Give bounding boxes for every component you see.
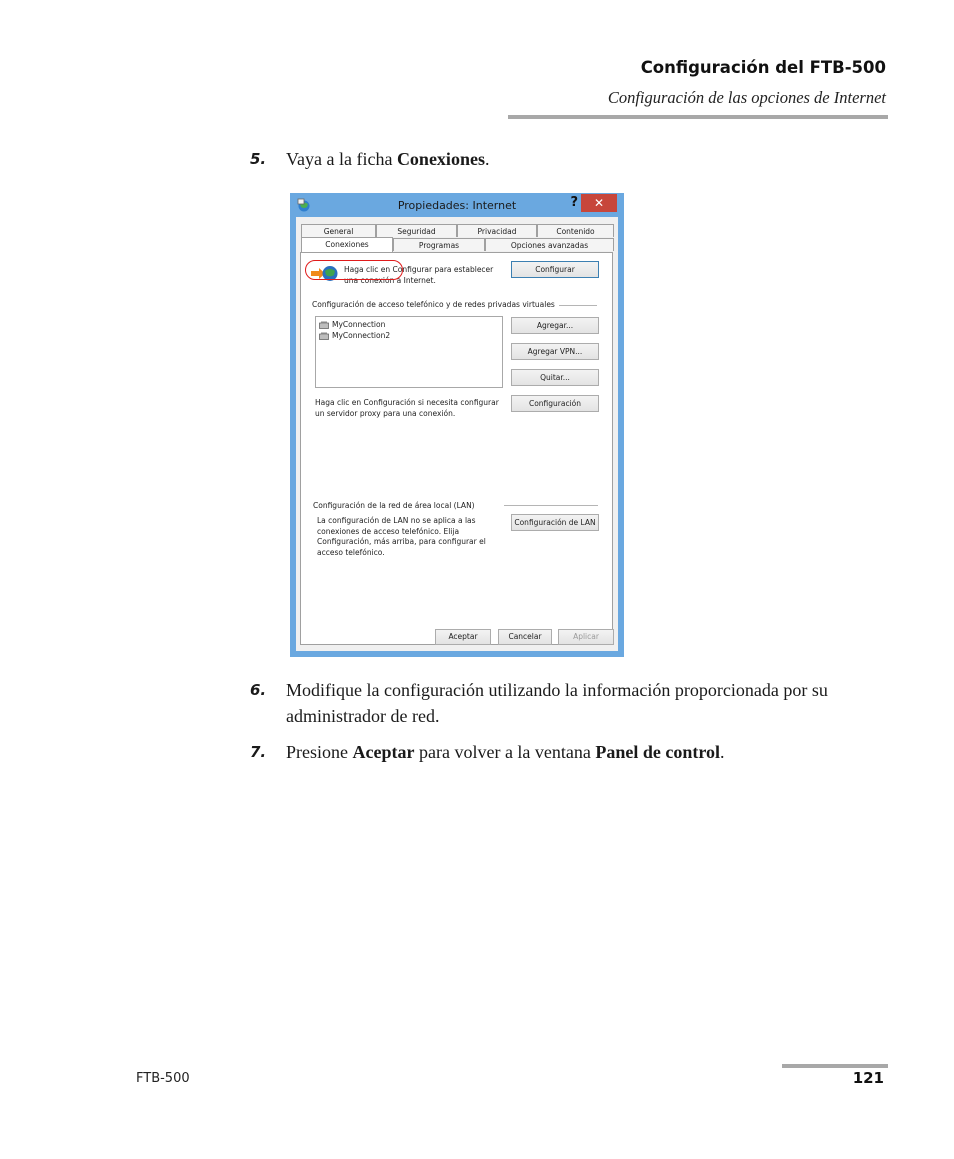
section-divider	[559, 305, 597, 306]
dialog-titlebar[interactable]	[290, 193, 624, 217]
connections-panel	[300, 252, 613, 645]
step-5	[250, 146, 870, 172]
ok-button[interactable]: Aceptar	[435, 629, 491, 645]
add-button[interactable]: Agregar...	[511, 317, 599, 334]
step-number: 7.	[250, 743, 267, 761]
footer-product: FTB-500	[136, 1071, 190, 1086]
tab-programs[interactable]: Programas	[393, 238, 485, 251]
step-text-bold: Conexiones	[396, 149, 485, 169]
header-rule	[508, 115, 888, 119]
tab-content[interactable]: Contenido	[537, 224, 614, 237]
list-item[interactable]	[319, 330, 390, 341]
connections-list[interactable]	[315, 316, 503, 388]
step-number: 6.	[250, 681, 267, 699]
step-text-part: .	[720, 742, 725, 762]
lan-text-line: conexiones de acceso telefónico. Elija	[317, 526, 460, 536]
help-button[interactable]: ?	[570, 195, 578, 210]
proxy-text-line: Haga clic en Configuración si necesita configurar	[315, 398, 499, 407]
setup-button[interactable]: Configurar	[511, 261, 599, 278]
cancel-button[interactable]: Cancelar	[498, 629, 552, 645]
remove-button[interactable]: Quitar...	[511, 369, 599, 386]
dialog-title: Propiedades: Internet	[397, 199, 517, 212]
step-text	[286, 739, 870, 765]
connections-tab-highlight	[305, 260, 403, 280]
step-6	[250, 677, 870, 729]
page-number: 121	[852, 1069, 884, 1087]
step-number: 5.	[250, 150, 267, 168]
lan-text-line: acceso telefónico.	[317, 547, 385, 557]
step-text: Modifique la configuración utilizando la información proporcionada por su administrador de red.	[286, 680, 828, 726]
lan-settings-button[interactable]: Configuración de LAN	[511, 514, 599, 531]
step-text-bold: Panel de control	[595, 742, 721, 762]
dialup-connection-icon	[319, 321, 329, 329]
step-text-part: .	[484, 149, 490, 169]
tab-privacy[interactable]: Privacidad	[457, 224, 537, 237]
tab-advanced[interactable]: Opciones avanzadas	[485, 238, 614, 251]
lan-text	[317, 516, 486, 558]
connection-name: MyConnection	[332, 320, 386, 329]
lan-section-label: Configuración de la red de área local (LAN)	[313, 501, 475, 510]
section-divider	[504, 505, 598, 506]
close-button[interactable]: ✕	[581, 194, 617, 212]
tab-connections[interactable]: Conexiones	[301, 237, 393, 252]
header-title: Configuración del FTB-500	[640, 58, 886, 77]
step-7	[250, 739, 870, 765]
step-text-part: Presione	[286, 742, 353, 762]
list-item[interactable]	[319, 319, 385, 330]
settings-button[interactable]: Configuración	[511, 395, 599, 412]
tab-general[interactable]: General	[301, 224, 376, 237]
tab-security[interactable]: Seguridad	[376, 224, 457, 237]
apply-button[interactable]: Aplicar	[558, 629, 614, 645]
step-text-part: Vaya a la ficha	[286, 149, 397, 169]
setup-text-line: una conexión a Internet.	[344, 275, 436, 285]
connection-name: MyConnection2	[332, 331, 391, 340]
add-vpn-button[interactable]: Agregar VPN...	[511, 343, 599, 360]
step-text-part: para volver a la ventana	[414, 742, 596, 762]
internet-properties-dialog	[290, 193, 624, 657]
setup-text-line: Haga clic en Configurar para establecer	[344, 265, 494, 274]
lan-text-line: La configuración de LAN no se aplica a las	[317, 516, 476, 525]
proxy-text	[315, 398, 499, 419]
footer-rule	[782, 1064, 888, 1068]
dialog-body	[296, 217, 618, 651]
dialup-connection-icon	[319, 332, 329, 340]
dialup-section-label: Configuración de acceso telefónico y de redes privadas virtuales	[312, 300, 555, 309]
lan-text-line: Configuración, más arriba, para configurar el	[317, 537, 486, 546]
header-subtitle: Configuración de las opciones de Internet	[607, 88, 886, 107]
step-text	[286, 146, 870, 172]
proxy-text-line: un servidor proxy para una conexión.	[315, 408, 456, 418]
step-text-bold: Aceptar	[352, 742, 415, 762]
